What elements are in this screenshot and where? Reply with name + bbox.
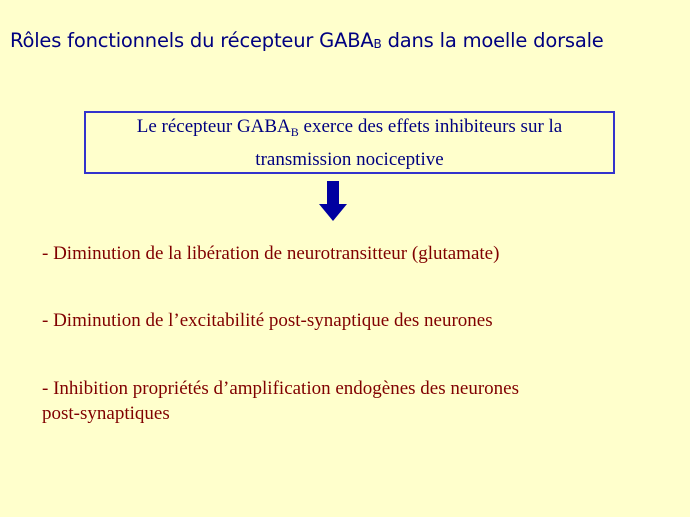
bullet-3-line-2: post-synaptiques	[42, 403, 170, 424]
statement-text-end: exerce des effets inhibiteurs sur la	[298, 115, 563, 137]
statement-text: Le récepteur GABA	[136, 115, 291, 137]
statement-subscript: B	[290, 124, 299, 139]
arrow-down-icon	[319, 181, 347, 221]
bullet-2-line-1: - Diminution de l’excitabilité post-synaptique des neurones	[42, 310, 493, 331]
bullet-item-3	[42, 376, 519, 426]
bullet-item-2	[42, 308, 493, 333]
title-subscript: B	[373, 37, 382, 51]
statement-box	[84, 111, 615, 174]
bullet-1-line-1: - Diminution de la libération de neurotransitteur (glutamate)	[42, 243, 500, 264]
title-text-end: dans la moelle dorsale	[381, 29, 604, 52]
bullet-item-1	[42, 241, 499, 266]
statement-line-2: transmission nociceptive	[255, 148, 444, 170]
statement-line-1	[137, 113, 563, 146]
bullet-3-line-1: - Inhibition propriétés d’amplification endogènes des neurones	[42, 378, 519, 399]
slide-title	[10, 29, 685, 52]
title-text: Rôles fonctionnels du récepteur GABA	[10, 29, 374, 52]
